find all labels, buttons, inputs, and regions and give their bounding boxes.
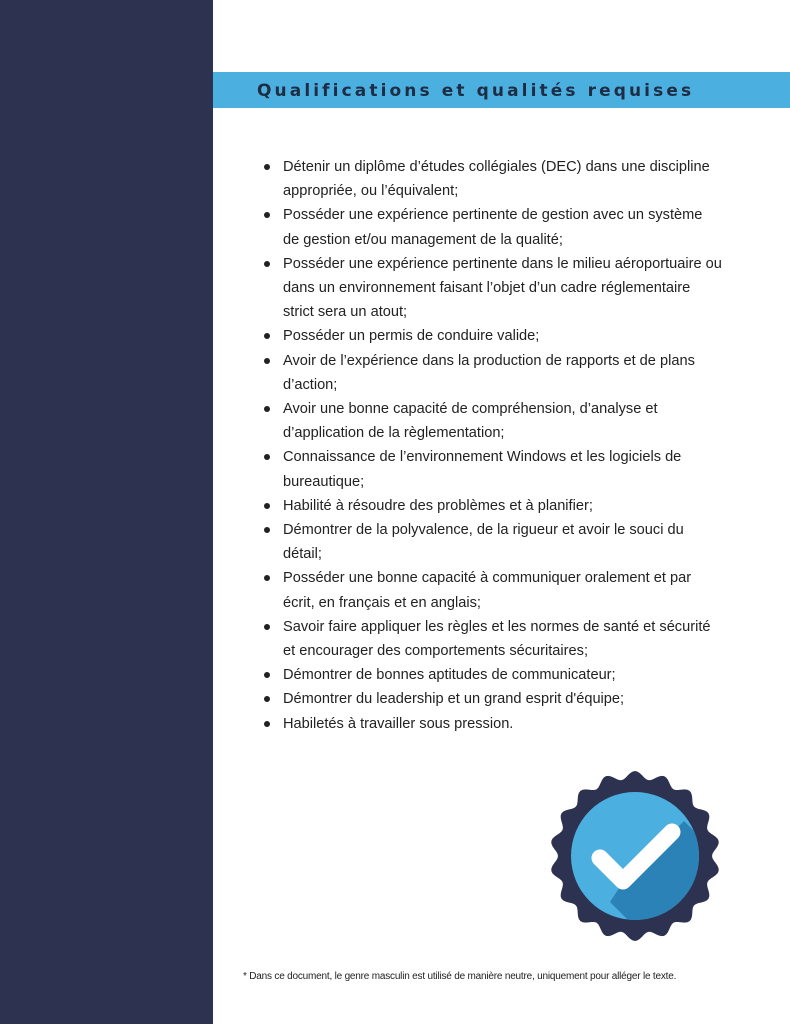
- bullet-icon: [264, 164, 270, 170]
- list-item: [262, 203, 722, 251]
- section-title: Qualifications et qualités requises: [257, 81, 695, 101]
- sidebar-panel: [0, 0, 213, 1024]
- list-item: [262, 324, 722, 348]
- list-item-text: Avoir une bonne capacité de compréhension, d’analyse et d’application de la règlementation;: [283, 401, 658, 442]
- check-badge-icon: [548, 770, 722, 942]
- list-item-text: Posséder une bonne capacité à communiquer oralement et par écrit, en français et en anglais;: [283, 570, 692, 611]
- bullet-icon: [264, 212, 270, 218]
- list-item: [262, 518, 722, 566]
- list-item: [262, 252, 722, 325]
- list-item-text: Habilité à résoudre des problèmes et à planifier;: [283, 497, 593, 514]
- bullet-icon: [264, 527, 270, 533]
- bullet-icon: [264, 503, 270, 509]
- list-item: [262, 663, 722, 687]
- bullet-icon: [264, 358, 270, 364]
- list-item-text: Posséder une expérience pertinente dans le milieu aéroportuaire ou dans un environnement faisant l’objet d’un cadre réglementaire strict sera un atout;: [283, 255, 722, 321]
- bullet-icon: [264, 575, 270, 581]
- requirements-list: [262, 155, 722, 736]
- bullet-icon: [264, 672, 270, 678]
- list-item-text: Démontrer de bonnes aptitudes de communicateur;: [283, 667, 616, 684]
- list-item: [262, 349, 722, 397]
- list-item: [262, 566, 722, 614]
- list-item: [262, 445, 722, 493]
- bullet-icon: [264, 696, 270, 702]
- list-item-text: Posséder un permis de conduire valide;: [283, 328, 540, 345]
- list-item-text: Démontrer de la polyvalence, de la rigueur et avoir le souci du détail;: [283, 522, 684, 563]
- list-item-text: Habiletés à travailler sous pression.: [283, 715, 514, 732]
- list-item: [262, 397, 722, 445]
- bullet-icon: [264, 721, 270, 727]
- list-item-text: Démontrer du leadership et un grand esprit d'équipe;: [283, 691, 625, 708]
- list-item-text: Détenir un diplôme d’études collégiales (DEC) dans une discipline appropriée, ou l’équivalent;: [283, 159, 710, 200]
- bullet-icon: [264, 261, 270, 267]
- list-item-text: Posséder une expérience pertinente de gestion avec un système de gestion et/ou management de la qualité;: [283, 207, 703, 248]
- list-item: [262, 494, 722, 518]
- list-item: [262, 615, 722, 663]
- footnote: * Dans ce document, le genre masculin est utilisé de manière neutre, uniquement pour alléger le texte.: [243, 971, 677, 982]
- list-item: [262, 687, 722, 711]
- list-item-text: Connaissance de l’environnement Windows et les logiciels de bureautique;: [283, 449, 682, 490]
- list-item-text: Avoir de l’expérience dans la production de rapports et de plans d’action;: [283, 352, 695, 393]
- bullet-icon: [264, 624, 270, 630]
- list-item: [262, 155, 722, 203]
- list-item: [262, 712, 722, 736]
- list-item-text: Savoir faire appliquer les règles et les normes de santé et sécurité et encourager des comportements sécuritaires;: [283, 618, 711, 660]
- bullet-icon: [264, 333, 270, 339]
- section-header-band: [213, 72, 790, 108]
- bullet-icon: [264, 454, 270, 460]
- bullet-icon: [264, 406, 270, 412]
